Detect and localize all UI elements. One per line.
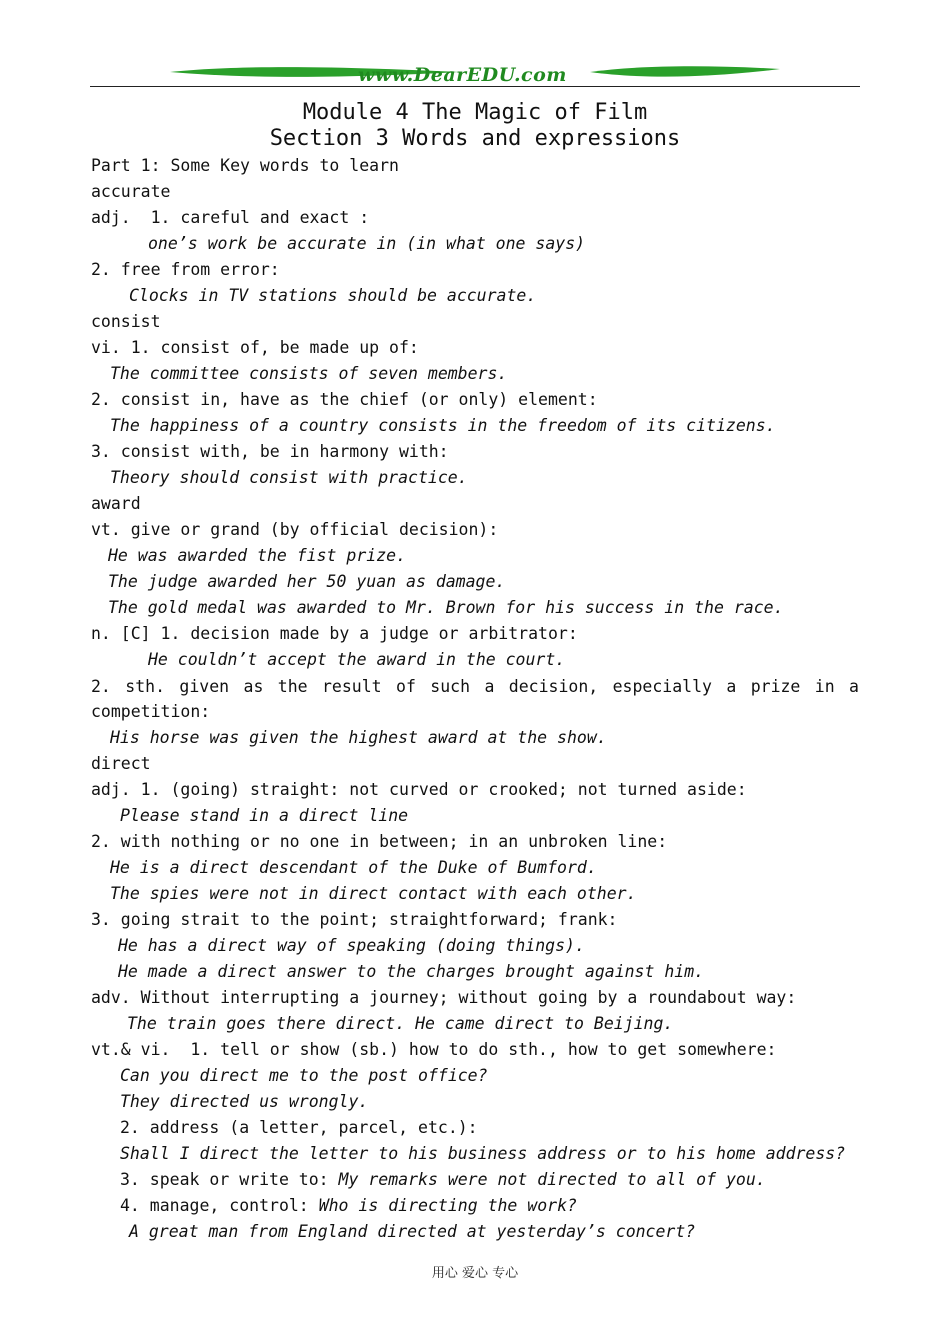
- green-swoosh-right: [590, 64, 780, 80]
- example-line: The gold medal was awarded to Mr. Brown for his success in the race.: [108, 598, 784, 617]
- module-title: Module 4 The Magic of Film: [302, 100, 648, 125]
- headword-accurate: accurate: [91, 182, 171, 201]
- page-header: [90, 60, 860, 90]
- example-line: He is a direct descendant of the Duke of Bumford.: [110, 858, 597, 877]
- section-title: Section 3 Words and expressions: [269, 126, 681, 151]
- definition-line: [120, 1170, 766, 1190]
- example-line: They directed us wrongly.: [120, 1092, 369, 1111]
- headword-award: award: [91, 494, 141, 513]
- definition-text: 4. manage, control:: [120, 1196, 319, 1215]
- definition-line: adj. 1. (going) straight: not curved or crooked; not turned aside:: [91, 780, 747, 799]
- example-line: He made a direct answer to the charges brought against him.: [118, 962, 705, 981]
- definition-line: 2. sth. given as the result of such a decision, especially a prize in a: [91, 677, 859, 696]
- headword-direct: direct: [91, 754, 151, 773]
- definition-line: 2. with nothing or no one in between; in an unbroken line:: [91, 832, 668, 851]
- definition-line: n. [C] 1. decision made by a judge or arbitrator:: [91, 624, 578, 643]
- definition-line: 2. consist in, have as the chief (or only) element:: [91, 390, 598, 409]
- example-line: Clocks in TV stations should be accurate.: [129, 286, 537, 305]
- example-line: Theory should consist with practice.: [110, 468, 468, 487]
- example-line: one’s work be accurate in (in what one says): [148, 234, 586, 253]
- definition-line: 2. address (a letter, parcel, etc.):: [120, 1118, 478, 1137]
- example-line: The happiness of a country consists in the freedom of its citizens.: [110, 416, 776, 435]
- example-line: Can you direct me to the post office?: [120, 1066, 488, 1085]
- example-line: His horse was given the highest award at the show.: [110, 728, 607, 747]
- definition-line: 3. going strait to the point; straightforward; frank:: [91, 910, 618, 929]
- example-line: He was awarded the fist prize.: [108, 546, 407, 565]
- example-line: He couldn’t accept the award in the court.: [148, 650, 566, 669]
- example-line: The committee consists of seven members.: [110, 364, 508, 383]
- example-line: The train goes there direct. He came direct to Beijing.: [127, 1014, 674, 1033]
- example-line: A great man from England directed at yesterday’s concert?: [129, 1222, 696, 1241]
- definition-line: vt.& vi. 1. tell or show (sb.) how to do sth., how to get somewhere:: [91, 1040, 777, 1059]
- example-line: The spies were not in direct contact with each other.: [110, 884, 637, 903]
- part-heading: Part 1: Some Key words to learn: [91, 156, 399, 175]
- definition-line: adj. 1. careful and exact :: [91, 208, 370, 227]
- definition-line: [120, 1196, 577, 1216]
- site-logo-text: www.DearEDU.com: [358, 64, 567, 86]
- definition-text: 3. speak or write to:: [120, 1170, 339, 1189]
- example-inline: Who is directing the work?: [318, 1196, 577, 1215]
- example-line: The judge awarded her 50 yuan as damage.: [108, 572, 506, 591]
- definition-line: vt. give or grand (by official decision):: [91, 520, 499, 539]
- definition-line: 2. free from error:: [91, 260, 280, 279]
- definition-line-continued: competition:: [91, 702, 211, 721]
- definition-line: adv. Without interrupting a journey; without going by a roundabout way:: [91, 988, 797, 1007]
- definition-line: 3. consist with, be in harmony with:: [91, 442, 449, 461]
- example-line: Please stand in a direct line: [120, 806, 409, 825]
- example-line: Shall I direct the letter to his business address or to his home address?: [120, 1144, 846, 1163]
- header-rule: [90, 86, 860, 87]
- page-footer: 用心 爱心 专心: [431, 1266, 519, 1281]
- example-line: He has a direct way of speaking (doing things).: [118, 936, 585, 955]
- definition-line: vi. 1. consist of, be made up of:: [91, 338, 419, 357]
- example-inline: My remarks were not directed to all of you.: [338, 1170, 766, 1189]
- headword-consist: consist: [91, 312, 161, 331]
